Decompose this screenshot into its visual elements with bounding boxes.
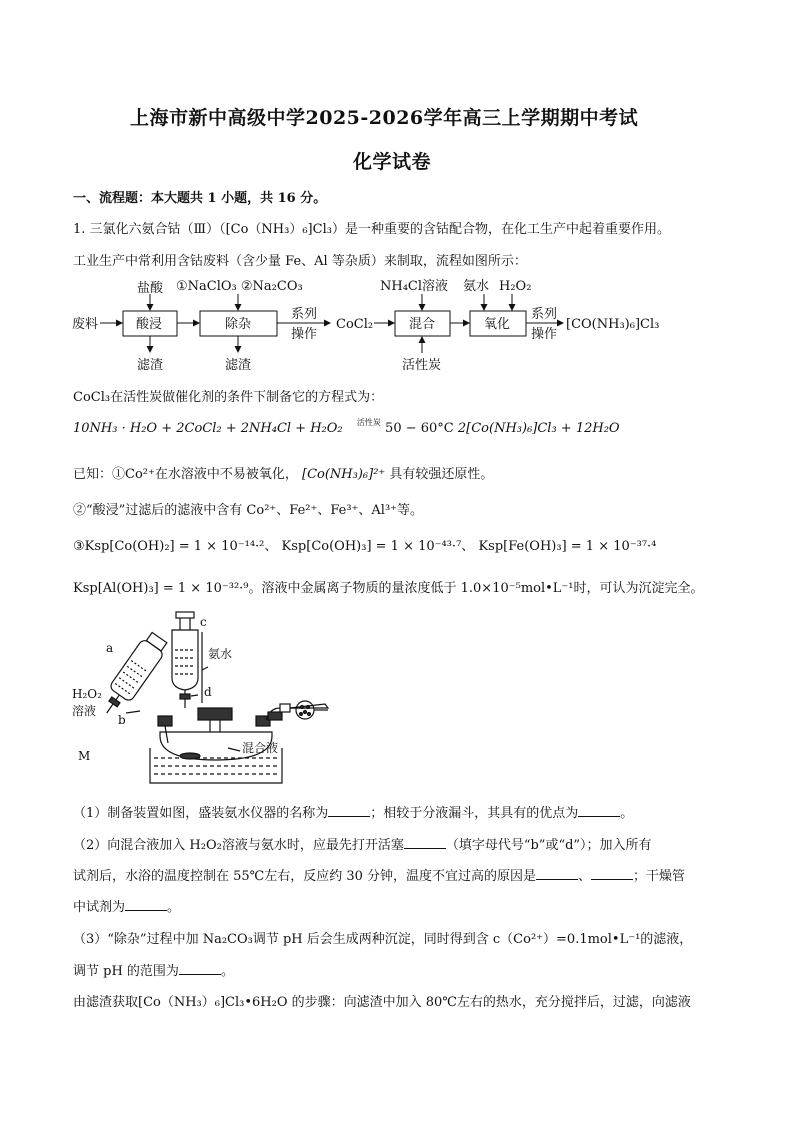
flow-op2-label: 操作 xyxy=(291,327,318,342)
stir-bar xyxy=(180,753,200,759)
known-2: ②“酸浸”过滤后的滤液中含有 Co²⁺、Fe²⁺、Fe³⁺、Al³⁺等。 xyxy=(73,503,424,518)
flow-step1-label: 酸浸 xyxy=(136,317,163,332)
page-subtitle: 化学试卷 xyxy=(353,151,432,173)
apparatus-diagram xyxy=(60,608,350,788)
label-h2o2-solution: 溶液 xyxy=(72,704,97,718)
flow-ammonia-label: 氨水 xyxy=(463,279,490,294)
flow-op4-label: 操作 xyxy=(531,327,558,342)
flow-cocl2-label: CoCl₂ xyxy=(336,317,374,332)
ksp-co-oh2: ③Ksp[Co(OH)₂] = 1 × 10⁻¹⁴·² xyxy=(73,539,265,554)
sq2-text-g: 。 xyxy=(167,900,181,915)
known-1-text-a: 已知：①Co²⁺在水溶液中不易被氧化， xyxy=(73,467,298,482)
reaction-equation xyxy=(73,418,620,436)
label-m: M xyxy=(78,749,91,763)
equation-left: 10NH₃ · H₂O + 2CoCl₂ + 2NH₄Cl + H₂O₂ xyxy=(73,421,343,436)
sq2-text-c: 试剂后，水浴的温度控制在 55℃左右，反应约 30 分钟，温度不宜过高的原因是 xyxy=(73,869,537,884)
stopcock-d xyxy=(180,694,190,699)
known-4 xyxy=(73,577,704,596)
sq1-text-a: （1）制备装置如图，盛装氨水仪器的名称为 xyxy=(73,806,329,821)
flow-step3-label: 混合 xyxy=(409,317,436,332)
sep-2: 、 xyxy=(461,539,475,554)
sq2-text-a: （2）向混合液加入 H₂O₂溶液与氨水时，应最先打开活塞 xyxy=(73,838,404,853)
flow-residue2-label: 滤渣 xyxy=(225,358,252,373)
subquestion-1 xyxy=(73,802,633,821)
sq3-text-b: 调节 pH 的范围为 xyxy=(73,964,179,979)
answer-blank[interactable] xyxy=(578,805,620,817)
flow-step4-label: 氧化 xyxy=(484,317,511,332)
sq1-text-b: ；相较于分液漏斗，其具有的优点为 xyxy=(370,806,579,821)
subquestion-2-line2 xyxy=(73,865,685,884)
flow-nh4cl-label: NH₄Cl溶液 xyxy=(380,279,449,294)
stopcock-b xyxy=(109,697,120,707)
flow-feed-label: 废料 xyxy=(72,317,99,332)
flow-h2o2-label: H₂O₂ xyxy=(499,279,532,294)
equation-intro: CoCl₃在活性炭做催化剂的条件下制备它的方程式为： xyxy=(73,390,384,405)
question-intro-line1: 1. 三氯化六氨合钴（Ⅲ）（[Co（NH₃）₆]Cl₃）是一种重要的含钴配合物，在化工生产中起着重要作用。 xyxy=(73,222,670,237)
flask-stopper xyxy=(198,708,232,720)
ksp-al-oh3: Ksp[Al(OH)₃] = 1 × 10⁻³²·⁹ xyxy=(73,581,249,596)
answer-blank[interactable] xyxy=(179,963,221,975)
ksp-fe-oh3: Ksp[Fe(OH)₃] = 1 × 10⁻³⁷·⁴ xyxy=(478,539,657,554)
label-ammonia: 氨水 xyxy=(208,647,233,661)
sq2-text-d: 、 xyxy=(578,869,592,884)
answer-blank[interactable] xyxy=(591,868,633,880)
equation-catalyst: 活性炭 xyxy=(356,418,381,427)
flow-residue1-label: 滤渣 xyxy=(137,358,164,373)
sep-1: 、 xyxy=(264,539,278,554)
known-1-complex: [Co(NH₃)₆]²⁺ xyxy=(302,467,386,482)
pressure-equalizing-funnel xyxy=(172,630,198,690)
label-b: b xyxy=(118,713,126,727)
label-c: c xyxy=(200,615,207,629)
sq1-text-c: 。 xyxy=(620,806,634,821)
known-1 xyxy=(73,463,493,482)
known-3 xyxy=(73,535,656,554)
flow-carbon-label: 活性炭 xyxy=(402,358,442,373)
sq2-text-b: （填字母代号“b”或“d”）；加入所有 xyxy=(445,838,652,853)
answer-blank[interactable] xyxy=(536,868,578,880)
answer-blank[interactable] xyxy=(125,899,167,911)
paragraph-filtration-steps: 由滤渣获取[Co（NH₃）₆]Cl₃•6H₂O 的步骤：向滤渣中加入 80℃左右的热水，充分搅拌后，过滤，向滤液 xyxy=(73,995,691,1010)
subquestion-2-line1 xyxy=(73,834,652,853)
ksp-co-oh3: Ksp[Co(OH)₃] = 1 × 10⁻⁴³·⁷ xyxy=(281,539,462,554)
subquestion-3-line1: （3）“除杂”过程中加 Na₂CO₃调节 pH 后会生成两种沉淀，同时得到含 c（Co²⁺）=0.1mol•L⁻¹的滤液， xyxy=(73,932,693,947)
known-4-text: 。溶液中金属离子物质的量浓度低于 1.0×10⁻⁵mol•L⁻¹时，可认为沉淀完全。 xyxy=(248,581,704,596)
label-h2o2: H₂O₂ xyxy=(72,687,102,701)
flow-product-label: [CO(NH₃)₆]Cl₃ xyxy=(566,317,660,332)
flow-acid-label: 盐酸 xyxy=(137,281,164,296)
flow-op1-label: 系列 xyxy=(291,307,318,322)
process-flow-diagram xyxy=(0,0,794,380)
flow-reagents-label: ①NaClO₃ ②Na₂CO₃ xyxy=(176,279,303,294)
question-intro-line2: 工业生产中常利用含钴废料（含少量 Fe、Al 等杂质）来制取，流程如图所示： xyxy=(73,254,527,269)
label-d: d xyxy=(204,685,212,699)
section-heading: 一、流程题：本大题共 1 小题，共 16 分。 xyxy=(73,191,327,206)
equation-condition: 50 − 60°C xyxy=(385,421,454,436)
subquestion-2-line3 xyxy=(73,896,180,915)
subquestion-3-line2 xyxy=(73,960,234,979)
sq3-text-c: 。 xyxy=(220,964,234,979)
flow-step2-label: 除杂 xyxy=(225,317,252,332)
flow-op3-label: 系列 xyxy=(531,307,558,322)
equation-right: 2[Co(NH₃)₆]Cl₃ + 12H₂O xyxy=(457,421,620,436)
label-mixture: 混合液 xyxy=(242,741,279,755)
answer-blank[interactable] xyxy=(404,837,446,849)
sq2-text-f: 中试剂为 xyxy=(73,900,126,915)
page-title: 上海市新中高级中学2025-2026学年高三上学期期中考试 xyxy=(130,107,639,129)
sq2-text-e: ；干燥管 xyxy=(633,869,686,884)
known-1-text-b: 具有较强还原性。 xyxy=(389,467,494,482)
answer-blank[interactable] xyxy=(328,805,370,817)
label-a: a xyxy=(106,641,114,655)
